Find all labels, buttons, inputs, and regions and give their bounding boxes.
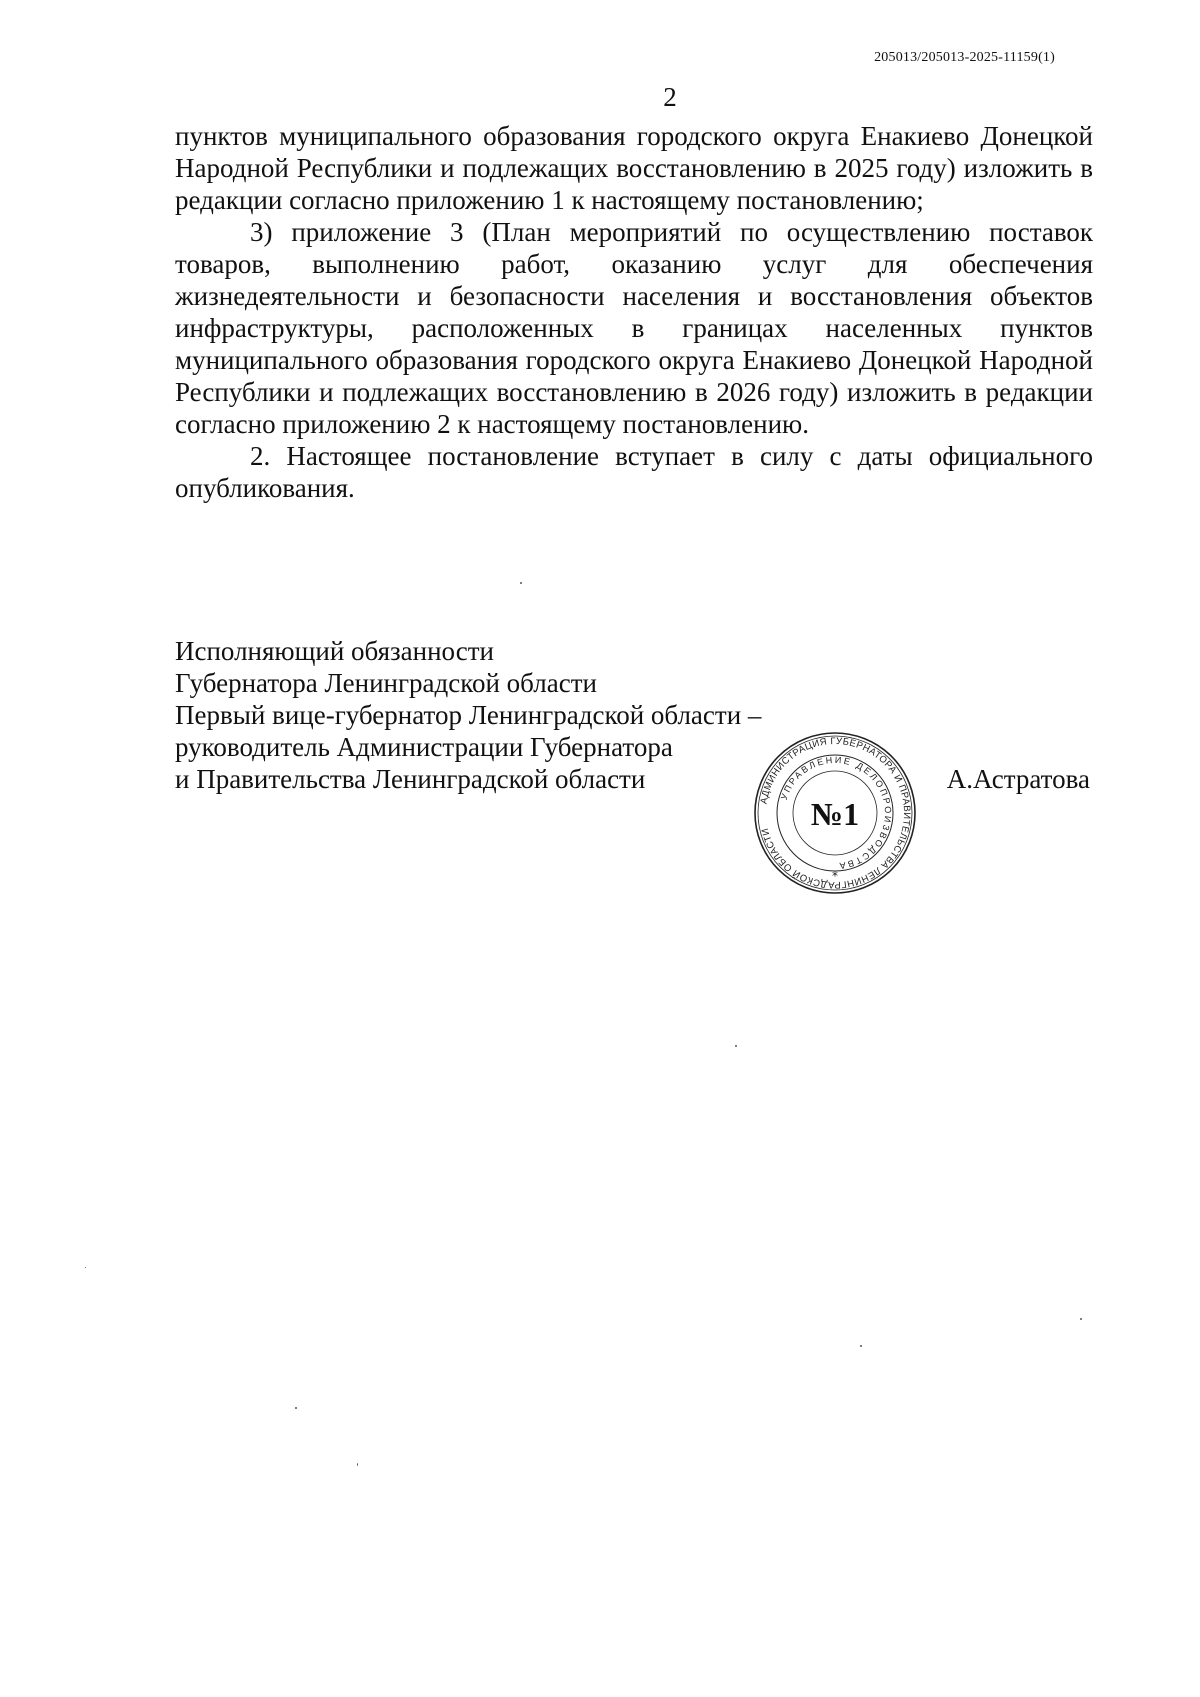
- scan-speck: [735, 1045, 737, 1047]
- scan-speck: [357, 1463, 358, 1466]
- signatory-name: А.Астратова: [946, 764, 1090, 794]
- paragraph-continuation: пунктов муниципального образования городского округа Енакиево Донецкой Народной Республики и подлежащих восстановлению в 2025 году) изложить в редакции согласно приложению 1 к настоящему постановлению;: [175, 121, 1093, 215]
- paragraph-effective-date: 2. Настоящее постановление вступает в силу с даты официального опубликования.: [175, 441, 1093, 503]
- signatory-title-line: Губернатора Ленинградской области: [175, 668, 597, 698]
- signatory-title-line: руководитель Администрации Губернатора: [175, 732, 673, 762]
- document-body: [175, 120, 1093, 504]
- signatory-title-line: Первый вице-губернатор Ленинградской области –: [175, 700, 762, 730]
- seal-star-icon: *: [832, 869, 838, 883]
- scan-speck: [295, 1407, 297, 1409]
- seal-number: №1: [810, 796, 860, 832]
- signature-block: [175, 635, 761, 795]
- paragraph-item-3: 3) приложение 3 (План мероприятий по осуществлению поставок товаров, выполнению работ, оказанию услуг для обеспечения жизнедеятельности и безопасности населения и восстановления объектов инфраструктуры, расположенных в границах населенных пунктов муниципального образования городского округа Енакиево Донецкой Народной Республики и подлежащих восстановлению в 2026 году) изложить в редакции согласно приложению 2 к настоящему постановлению.: [175, 217, 1093, 439]
- scan-speck: [520, 582, 522, 584]
- scan-speck: [85, 1267, 86, 1268]
- document-id: 205013/205013-2025-11159(1): [874, 50, 1055, 65]
- official-seal-stamp: [752, 730, 918, 896]
- seal-outer-text: АДМИНИСТРАЦИЯ ГУБЕРНАТОРА И ПРАВИТЕЛЬСТВА ЛЕНИНГРАДСКОЙ ОБЛАСТИ: [758, 735, 913, 891]
- signatory-title-line: и Правительства Ленинградской области: [175, 764, 646, 794]
- scan-speck: [860, 1345, 862, 1347]
- signatory-title-line: Исполняющий обязанности: [175, 636, 494, 666]
- page-number: 2: [663, 82, 677, 112]
- scan-speck: [1080, 1318, 1082, 1320]
- seal-inner-text: УПРАВЛЕНИЕ ДЕЛОПРОИЗВОДСТВА: [778, 754, 894, 872]
